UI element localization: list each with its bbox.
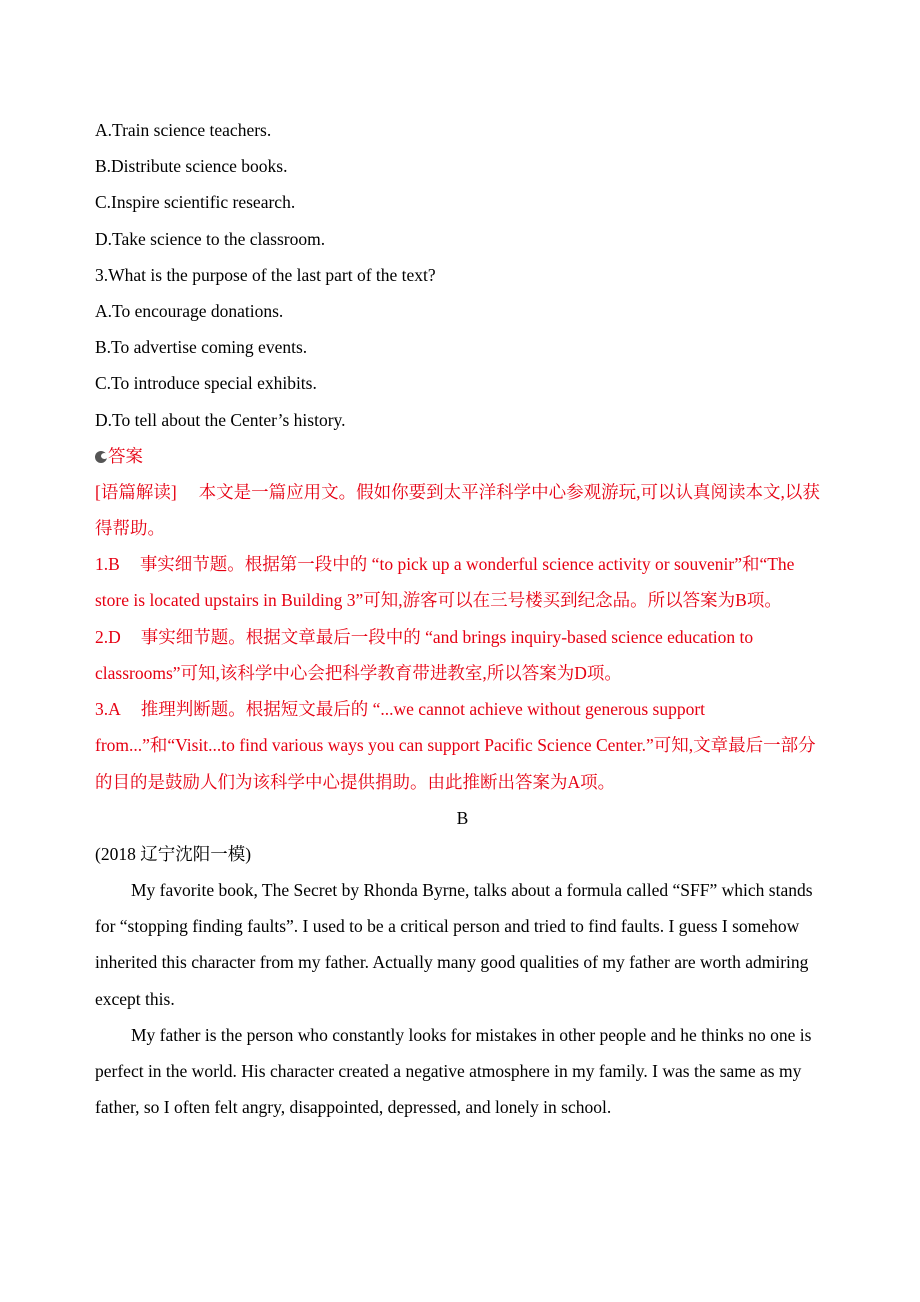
- answer-heading-label: 答案: [108, 445, 143, 466]
- question-3: 3.What is the purpose of the last part of the text?: [95, 264, 436, 285]
- answer-item-1-text: 事实细节题。根据第一段中的 “to pick up a wonderful science activity or souvenir”和“The store is located upstairs in Building 3”可知,游客可以在三号楼买到纪念品。所以答案为B项。: [95, 554, 795, 611]
- option-q3-d: D.To tell about the Center’s history.: [95, 409, 346, 430]
- option-q2-d: D.Take science to the classroom.: [95, 228, 326, 249]
- answer-item-3-text: 推理判断题。根据短文最后的 “...we cannot achieve without generous support from...”和“Visit...to find various ways you can support Pacific Science Center.”可知,文章最后一部分的目的是鼓励人们为该科学中心提供捐助。由此推断出答案为A项。: [95, 699, 816, 792]
- option-q2-b: B.Distribute science books.: [95, 156, 288, 177]
- section-letter: B: [456, 807, 469, 828]
- option-q3-a: A.To encourage donations.: [95, 300, 284, 321]
- section-source: (2018 辽宁沈阳一模): [95, 843, 252, 864]
- passage-intro: [95, 474, 830, 546]
- option-q2-c: C.Inspire scientific research.: [95, 192, 296, 213]
- answer-item-3: [95, 691, 830, 800]
- answer-item-3-label: 3.A: [95, 699, 121, 720]
- answer-item-2-label: 2.D: [95, 626, 121, 647]
- answer-item-1: [95, 546, 830, 618]
- option-q3-c: C.To introduce special exhibits.: [95, 373, 317, 394]
- option-q3-b: B.To advertise coming events.: [95, 337, 308, 358]
- answer-item-2-text: 事实细节题。根据文章最后一段中的 “and brings inquiry-based science education to classrooms”可知,该科学中心会把科学教育带进教室,所以答案为D项。: [95, 626, 754, 683]
- option-q2-a: A.Train science teachers.: [95, 120, 272, 140]
- passage-intro-label: [语篇解读]: [95, 481, 177, 502]
- answer-item-1-label: 1.B: [95, 554, 120, 575]
- passage-paragraph-1: My favorite book, The Secret by Rhonda Byrne, talks about a formula called “SFF” which stands for “stopping finding faults”. I used to be a critical person and tried to find faults. I guess I somehow inherited this character from my father. Actually many good qualities of my father are worth admiring except this.: [95, 880, 813, 1009]
- passage-paragraph-2: My father is the person who constantly looks for mistakes in other people and he thinks no one is perfect in the world. His character created a negative atmosphere in my family. I was the same as my father, so I often felt angry, disappointed, depressed, and lonely in school.: [95, 1024, 812, 1118]
- answer-heading: [95, 438, 830, 474]
- passage-intro-text: 本文是一篇应用文。假如你要到太平洋科学中心参观游玩,可以认真阅读本文,以获得帮助。: [95, 481, 820, 539]
- answer-icon: [95, 451, 107, 463]
- document-page: [95, 112, 830, 1126]
- answer-item-2: [95, 619, 830, 691]
